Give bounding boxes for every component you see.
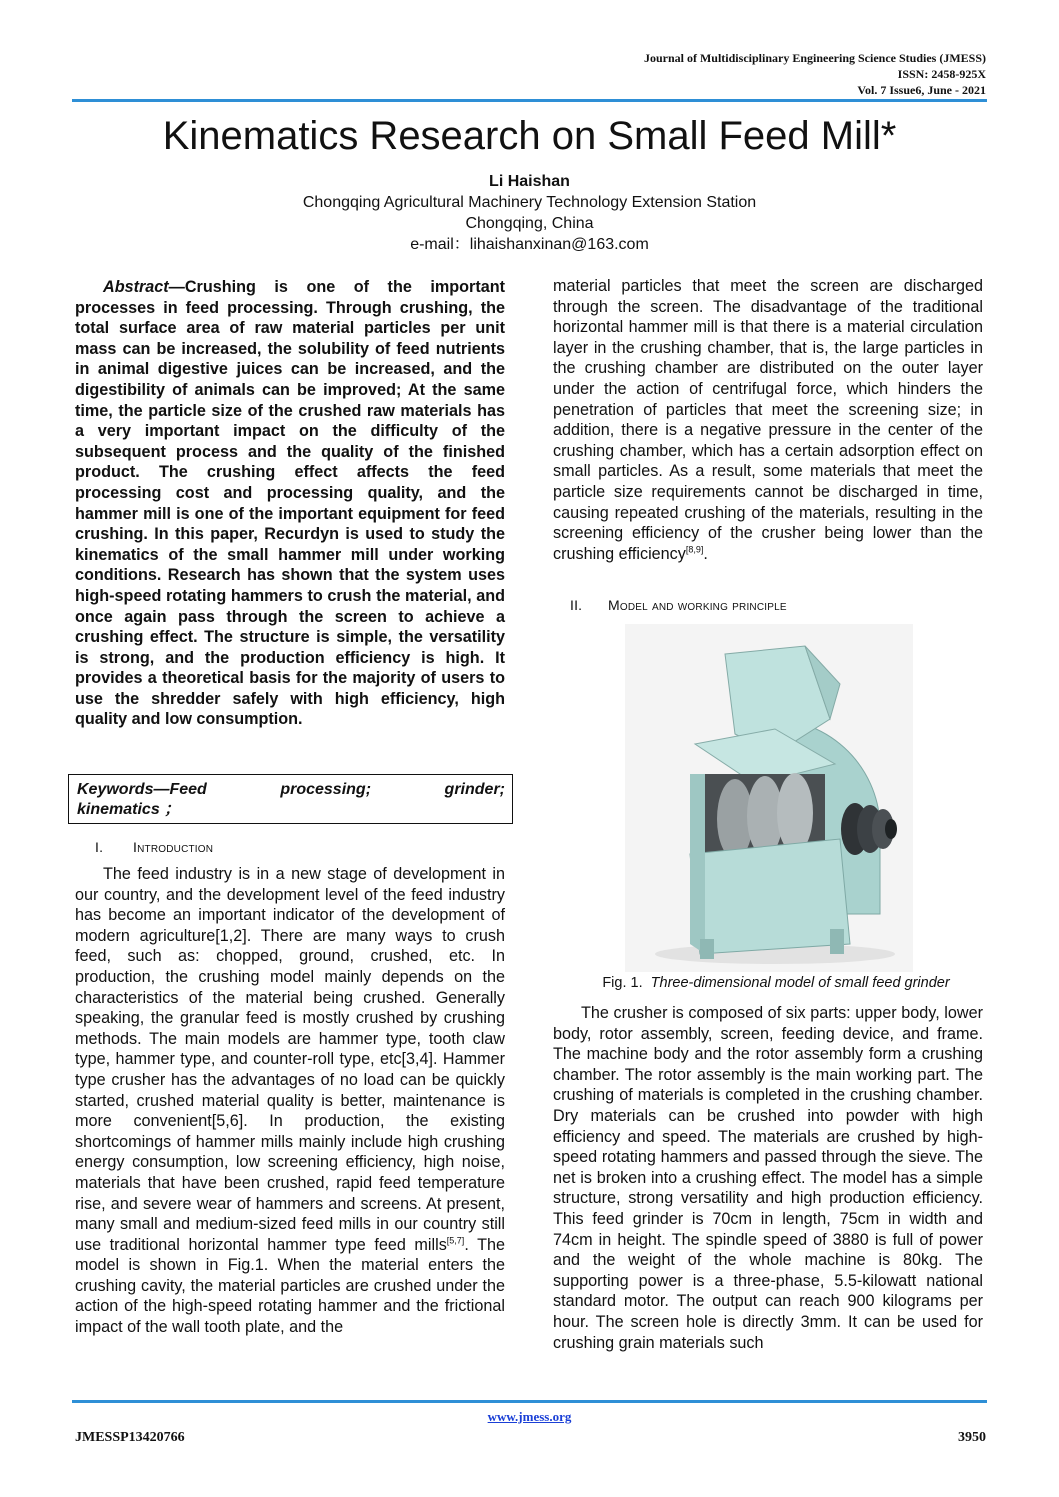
figure-caption [566, 973, 986, 993]
figure-feed-grinder-model [625, 624, 913, 972]
right-text-a: material particles that meet the screen are discharged through the screen. The disadvantage of the traditional horizontal hammer mill is that there is a material circulation layer in the crushing chamber, that is, the large particles in the crushing chamber are distributed on the outer layer under the action of centrifugal force, which hinders the penetration of particles that meet the screening size; in addition, there is a negative pressure in the center of the crushing chamber, which has a certain adsorption effect on small particles. As a result, some materials that meet the particle size requirements cannot be discharged in time, causing repeated crushing of the materials, resulting in the screening efficiency of the crusher being lower than the crushing efficiency [553, 277, 983, 563]
header-rule [72, 99, 987, 102]
abstract-block [75, 277, 505, 730]
intro-text-b: . The model is shown in Fig.1. When the material enters the crushing cavity, the material particles are crushed under the action of the high-speed rotating hammer and the frictional impact of the wall tooth plate, and the [75, 1235, 505, 1337]
journal-issn: ISSN: 2458-925X [897, 67, 986, 81]
intro-text-a: The feed industry is in a new stage of development in our country, and the development level of the feed industry has become an important indicator of the development of modern agriculture[1,2]. There are many ways to crush feed, such as: chopped, ground, crushed, etc. In production, the crushing model mainly depends on the characteristics of the material being crushed. Generally speaking, the granular feed is mostly crushed by crushing methods. The main models are hammer type, tooth claw type, hammer type, and counter-roll type, etc[3,4]. Hammer type crusher has the advantages of no load can be quickly started, crushed material quality is better, maintenance is more convenient[5,6]. In production, the existing shortcomings of hammer mills mainly include high crushing energy consumption, low screening efficiency, high noise, materials that have been crushed, rapid feed temperature rise, and severe wear of hammers and screens. At present, many small and medium-sized feed mills in our country still use traditional horizontal hammer type feed mills [75, 865, 505, 1254]
paper-id: JMESSP13420766 [75, 1430, 185, 1445]
abstract-label: Abstract [103, 278, 169, 296]
author-location: Chongqing, China [465, 215, 594, 232]
right-ref: [8,9] [685, 544, 704, 555]
journal-website-link[interactable]: www.jmess.org [487, 1409, 572, 1424]
journal-volume: Vol. 7 Issue6, June - 2021 [857, 83, 986, 97]
section-heading-introduction [95, 838, 213, 856]
crusher-description-text: The crusher is composed of six parts: upper body, lower body, rotor assembly, screen, feeding device, and frame. The machine body and the rotor assembly form a crushing chamber. The rotor assembly is the main working part. The crushing of materials is completed in the crushing chamber. Dry materials can be crushed into powder with high efficiency and speed. The materials are crushed by high-speed rotating hammers and passed through the sieve. The net is broken into a crushing effect. The model has a simple structure, strong versatility and high production efficiency. This feed grinder is 70cm in length, 75cm in width and 74cm in height. The spindle speed of 3880 is full of power and the weight of the whole machine is 80kg. The supporting power is a three-phase, 5.5-kilowatt national standard motor. The output can reach 900 kilograms per hour. The screen hole is directly 3mm. It can be used for crushing grain materials such [553, 1004, 983, 1352]
section-number: I. [95, 839, 104, 855]
figure-caption-text: Three-dimensional model of small feed grinder [650, 975, 950, 991]
right-column-crusher-description [553, 1003, 983, 1353]
right-text-b: . [703, 544, 708, 563]
right-column-continuation [553, 276, 983, 564]
figure-label: Fig. 1. [602, 975, 643, 991]
feed-grinder-illustration [625, 624, 913, 972]
section-heading-model [570, 596, 787, 614]
abstract-text: —Crushing is one of the important processes in feed processing. Through crushing, the total surface area of raw material particles per unit mass can be increased, the solubility of feed nutrients in animal digestive juices can be increased, and the digestibility of animals can be improved; At the same time, the particle size of the crushed raw materials has a very important impact on the difficulty of the subsequent process and the quality of the finished product. The crushing effect affects the feed processing cost and processing quality, and the hammer mill is one of the important equipment for feed crushing. In this paper, Recurdyn is used to study the kinematics of the small hammer mill under working conditions. Research has shown that the system uses high-speed rotating hammers to crush the material, and once again pass through the screen to achieve a crushing effect. The structure is simple, the versatility is strong, and the production efficiency is high. It provides a theoretical basis for the majority of users to use the shredder safely with high efficiency, high quality and low consumption. [75, 278, 505, 729]
introduction-text [75, 864, 505, 1338]
journal-name: Journal of Multidisciplinary Engineering Science Studies (JMESS) [643, 51, 986, 65]
keywords-box [68, 774, 513, 824]
page-number: 3950 [958, 1430, 986, 1445]
keywords-line-1: Keywords—Feed processing; grinder; [77, 781, 505, 798]
section-title: Introduction [133, 839, 214, 855]
author-email[interactable]: e-mail：lihaishanxinan@163.com [410, 236, 649, 253]
section-title: Model and working principle [608, 597, 787, 613]
intro-ref: [5,7] [446, 1235, 465, 1246]
keywords-line-2: kinematics ； [77, 801, 181, 818]
paper-title: Kinematics Research on Small Feed Mill* [162, 114, 897, 158]
author-affiliation: Chongqing Agricultural Machinery Technology Extension Station [302, 194, 757, 211]
author-name: Li Haishan [489, 173, 570, 190]
footer-rule [72, 1400, 987, 1403]
section-number: II. [570, 597, 583, 613]
